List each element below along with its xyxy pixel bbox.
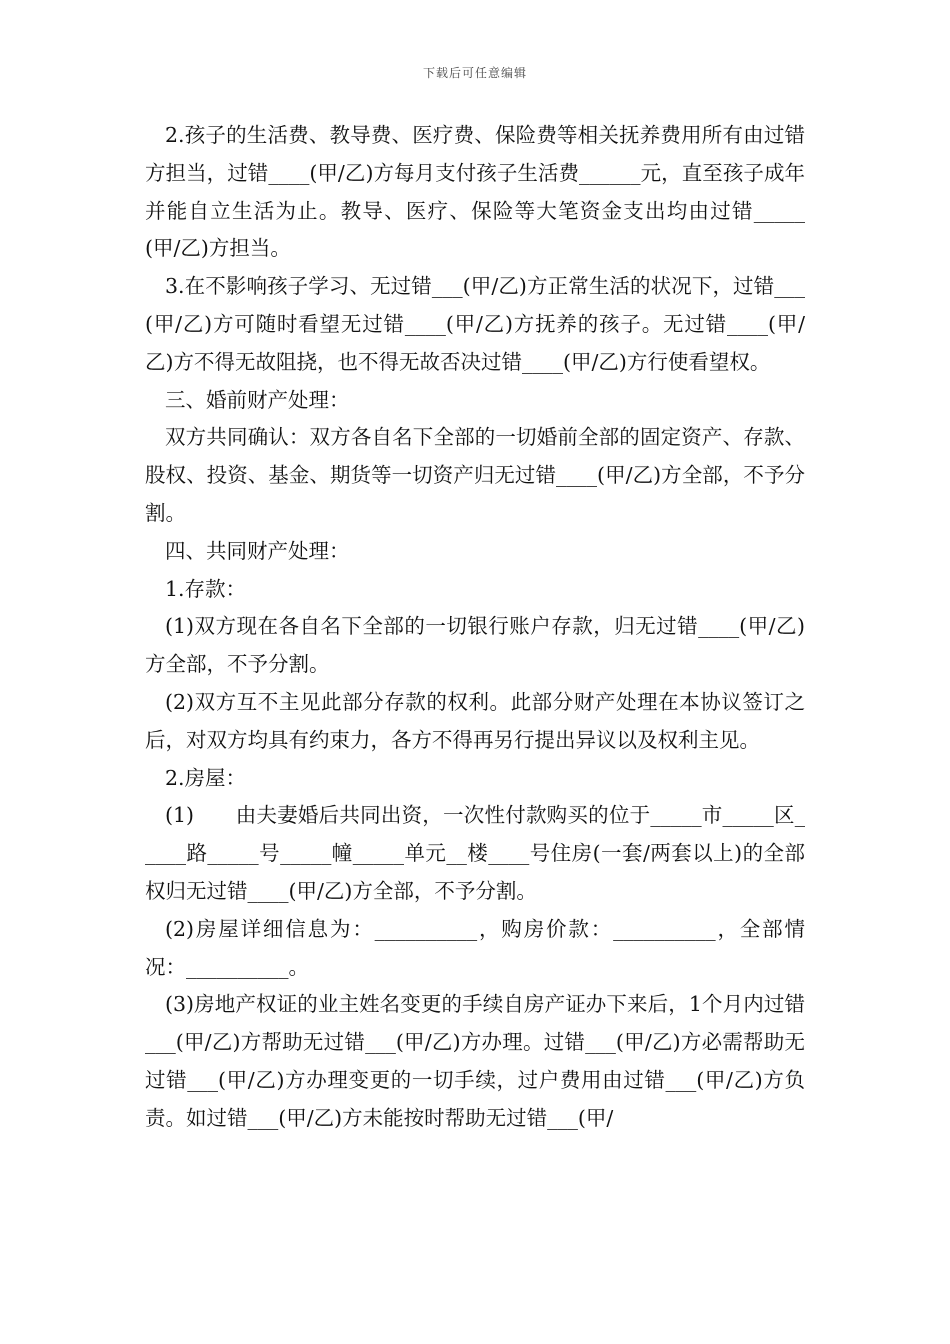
document-body — [145, 117, 805, 1138]
clause-housing-3: (3)房地产权证的业主姓名变更的手续自房产证办下来后，1个月内过错___(甲/乙)方帮助无过错___(甲/乙)方办理。过错___(甲/乙)方必需帮助无过错___(甲/乙)方办理变更的一切手续，过户费用由过错___(甲/乙)方负责。如过错___(甲/乙)方未能按时帮助无过错___(甲/ — [145, 992, 805, 1130]
clause-deposits-2: (2)双方互不主见此部分存款的权利。此部分财产处理在本协议签订之后，对双方均具有约束力，各方不得再另行提出异议以及权利主见。 — [145, 689, 805, 752]
clause-deposits-1: (1)双方现在各自名下全部的一切银行账户存款，归无过错____(甲/乙)方全部，不予分割。 — [145, 614, 805, 677]
subheading-deposits: 1.存款： — [165, 576, 247, 601]
clause-housing-2: (2)房屋详细信息为：__________，购房价款：__________，全部情况：__________。 — [145, 916, 805, 979]
page-header: 下载后可任意编辑 — [422, 66, 527, 80]
clause-premarital-assets: 双方共同确认：双方各自名下全部的一切婚前全部的固定资产、存款、股权、投资、基金、期货等一切资产归无过错____(甲/乙)方全部，不予分割。 — [145, 425, 805, 525]
subheading-housing: 2.房屋： — [165, 765, 247, 790]
section-heading-joint-property: 四、共同财产处理： — [165, 538, 350, 563]
section-heading-premarital-property: 三、婚前财产处理： — [165, 387, 350, 412]
clause-visitation-rights: 3.在不影响孩子学习、无过错___(甲/乙)方正常生活的状况下，过错___(甲/乙)方可随时看望无过错____(甲/乙)方抚养的孩子。无过错____(甲/乙)方不得无故阻挠，也不得无故否决过错____(甲/乙)方行使看望权。 — [145, 274, 805, 374]
clause-housing-1: (1) 由夫妻婚后共同出资，一次性付款购买的位于_____市_____区_____路_____号_____幢_____单元__楼____号住房(一套/两套以上)的全部权归无过错____(甲/乙)方全部，不予分割。 — [145, 803, 805, 903]
clause-child-expenses: 2.孩子的生活费、教导费、医疗费、保险费等相关抚养费用所有由过错方担当，过错____(甲/乙)方每月支付孩子生活费______元，直至孩子成年并能自立生活为止。教导、医疗、保险等大笔资金支出均由过错_____(甲/乙)方担当。 — [145, 123, 805, 261]
